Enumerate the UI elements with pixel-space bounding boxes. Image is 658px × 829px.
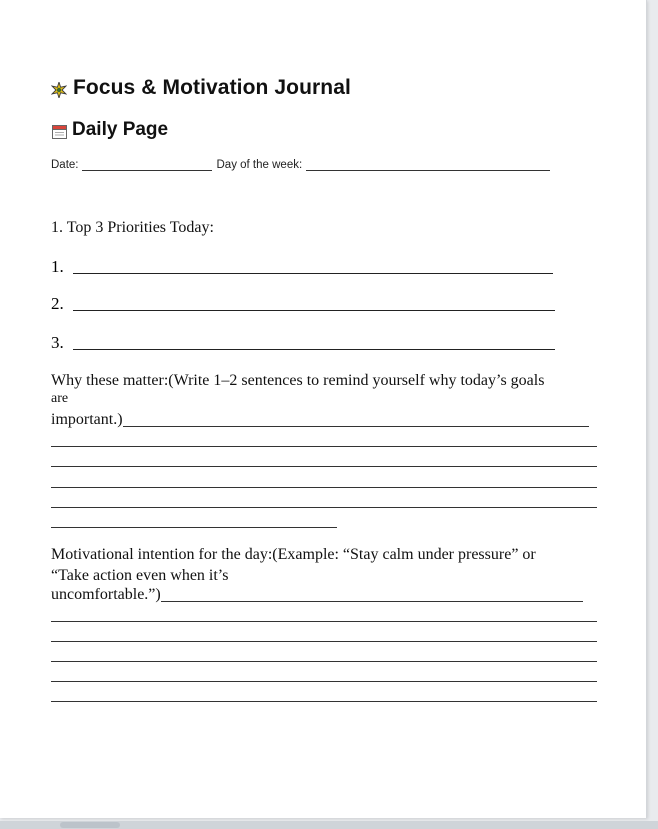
priority-row-3 bbox=[51, 333, 555, 353]
why-input-line[interactable] bbox=[51, 466, 597, 467]
priority-number: 2. bbox=[51, 294, 64, 313]
intention-prompt-text: uncomfortable.”) bbox=[51, 586, 161, 603]
why-input-line[interactable] bbox=[51, 446, 597, 447]
priority-row-1 bbox=[51, 257, 553, 277]
intention-input-line[interactable] bbox=[51, 641, 597, 642]
date-input-line[interactable] bbox=[82, 158, 212, 171]
intention-prompt-line-3 bbox=[51, 585, 583, 605]
why-prompt-line-3 bbox=[51, 410, 589, 430]
priority-number: 3. bbox=[51, 333, 64, 352]
priority-input-line[interactable] bbox=[73, 296, 555, 311]
intention-input-line[interactable] bbox=[161, 587, 583, 602]
why-input-line[interactable] bbox=[51, 487, 597, 488]
date-row bbox=[51, 158, 550, 171]
date-label: Date: bbox=[51, 159, 79, 171]
priority-input-line[interactable] bbox=[73, 259, 553, 274]
priorities-heading: 1. Top 3 Priorities Today: bbox=[51, 219, 214, 236]
intention-input-line[interactable] bbox=[51, 621, 597, 622]
why-input-line[interactable] bbox=[123, 412, 589, 427]
why-input-line[interactable] bbox=[51, 527, 337, 528]
intention-prompt-line-1: Motivational intention for the day:(Example: “Stay calm under pressure” or bbox=[51, 546, 536, 563]
why-input-line[interactable] bbox=[51, 507, 597, 508]
priority-row-2 bbox=[51, 294, 555, 314]
section-title: Daily Page bbox=[72, 119, 169, 140]
intention-input-line[interactable] bbox=[51, 681, 597, 682]
intention-prompt-line-2: “Take action even when it’s bbox=[51, 567, 229, 584]
priority-input-line[interactable] bbox=[73, 335, 555, 350]
scrollbar-thumb[interactable] bbox=[60, 822, 120, 828]
intention-input-line[interactable] bbox=[51, 661, 597, 662]
subtitle-row bbox=[52, 119, 168, 141]
horizontal-scrollbar[interactable] bbox=[0, 821, 658, 829]
why-prompt-text: important.) bbox=[51, 411, 123, 428]
priority-number: 1. bbox=[51, 257, 64, 276]
why-prompt-line-1: Why these matter:(Write 1–2 sentences to remind yourself why today’s goals bbox=[51, 372, 545, 389]
sparkle-icon bbox=[51, 82, 67, 98]
why-prompt-line-2: are bbox=[51, 391, 69, 406]
day-label: Day of the week: bbox=[216, 159, 303, 171]
title-row bbox=[51, 76, 351, 100]
intention-input-line[interactable] bbox=[51, 701, 597, 702]
day-input-line[interactable] bbox=[306, 158, 550, 171]
calendar-icon bbox=[52, 124, 67, 139]
page-title: Focus & Motivation Journal bbox=[73, 76, 351, 99]
